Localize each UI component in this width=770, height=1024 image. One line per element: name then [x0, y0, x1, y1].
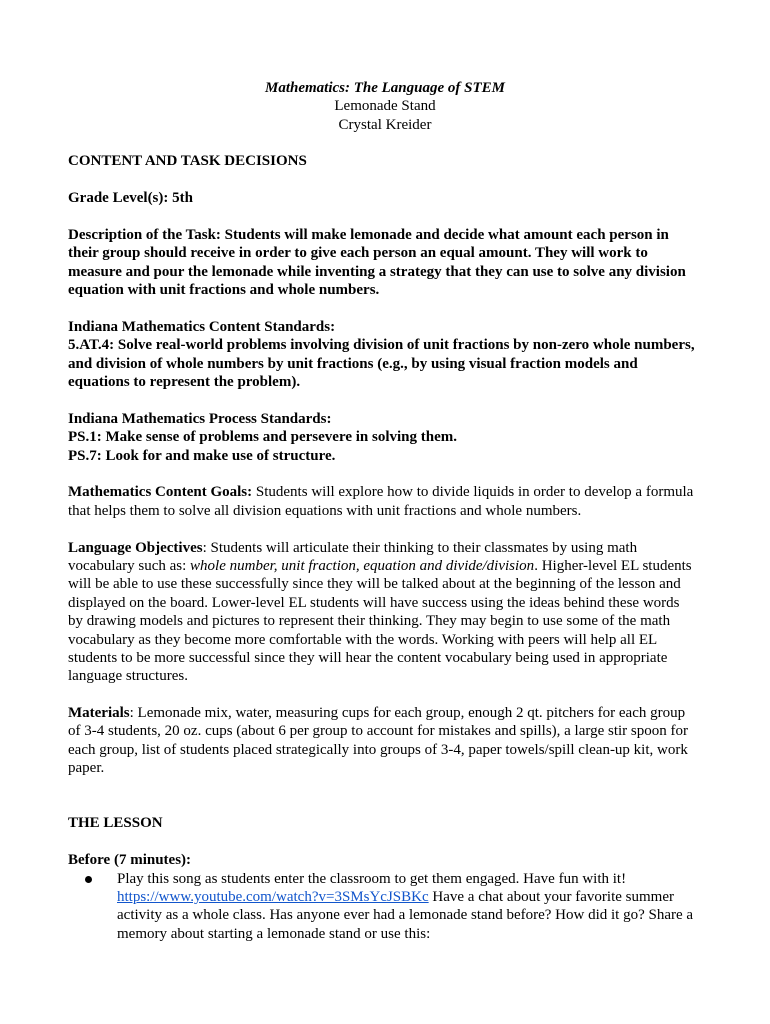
- task-description-line: equation with unit fractions and whole numbers.: [68, 282, 380, 299]
- language-objectives-line: will be able to use these successfully since they will be talked about at the beginning of the lesson and: [68, 576, 681, 593]
- materials-line: [68, 704, 702, 722]
- document-title: Mathematics: The Language of STEM: [264, 79, 505, 96]
- task-description: [68, 226, 702, 300]
- materials-label: Materials: [68, 705, 130, 722]
- process-standard-item: PS.7: Look for and make use of structure.: [68, 447, 336, 464]
- language-objectives-line: by drawing models and pictures to represent their thinking. They may begin to use some of the math: [68, 613, 671, 630]
- content-goals-line: that helps them to solve all division equations with unit fractions and whole numbers.: [68, 502, 582, 519]
- bullet-text: Have a chat about your favorite summer: [428, 889, 674, 905]
- vocabulary-terms: whole number, unit fraction, equation and divide/division: [190, 557, 535, 574]
- grade-level: [68, 189, 702, 207]
- bullet-icon: [85, 876, 92, 883]
- process-standard-item: PS.1: Make sense of problems and persevere in solving them.: [68, 429, 458, 446]
- materials-line: of 3-4 students, 20 oz. cups (about 6 per group to account for mistakes and spills), a large stir spoon for: [68, 723, 689, 740]
- section-heading-the-lesson: THE LESSON: [68, 815, 163, 832]
- before-heading: Before (7 minutes):: [68, 852, 192, 869]
- section-heading-content-and-task-decisions: CONTENT AND TASK DECISIONS: [68, 153, 307, 170]
- task-description-line: measure and pour the lemonade while inventing a strategy that they can use to solve any division: [68, 263, 686, 280]
- language-objectives-line: students to be more successful since they will hear the content vocabulary being used in appropriate: [68, 649, 668, 666]
- language-objectives-label: Language Objectives: [68, 539, 203, 556]
- bullet-line: memory about starting a lemonade stand or use this:: [117, 925, 431, 942]
- grade-level-label: Grade Level(s):: [68, 190, 169, 207]
- youtube-link[interactable]: https://www.youtube.com/watch?v=3SMsYcJSBKc: [117, 889, 429, 905]
- bullet-line: [117, 888, 702, 906]
- process-standards: [68, 410, 702, 465]
- bullet-line: activity as a whole class. Has anyone ever had a lemonade stand before? How did it go? Share a: [117, 907, 694, 924]
- task-description-line: their group should receive in order to give each person an equal amount. They will work to: [68, 245, 648, 262]
- content-standards-heading: Indiana Mathematics Content Standards:: [68, 318, 336, 335]
- bullet-line: Play this song as students enter the classroom to get them engaged. Have fun with it!: [117, 870, 627, 887]
- bullet-list-item: [68, 870, 702, 944]
- language-objectives: [68, 539, 702, 686]
- materials: [68, 704, 702, 778]
- language-objectives-text: . Higher-level EL students: [534, 557, 692, 574]
- materials-text: : Lemonade mix, water, measuring cups for each group, enough 2 qt. pitchers for each group: [129, 705, 686, 722]
- document-subtitle: Lemonade Stand: [334, 98, 436, 115]
- language-objectives-text: : Students will articulate their thinking to their classmates by using math: [202, 539, 638, 556]
- process-standards-heading: Indiana Mathematics Process Standards:: [68, 410, 332, 427]
- language-objectives-line: displayed on the board. Lower-level EL students will have success using the ideas behind these words: [68, 594, 680, 611]
- materials-line: each group, list of students placed strategically into groups of 3-4, paper towels/spill clean-up kit, work: [68, 741, 688, 758]
- content-goals-text: Students will explore how to divide liquids in order to develop a formula: [252, 484, 694, 501]
- task-description-line: Description of the Task: Students will make lemonade and decide what amount each person in: [68, 226, 669, 243]
- language-objectives-text: vocabulary such as:: [68, 557, 191, 574]
- language-objectives-line: vocabulary as they become more comfortable with the words. Working with peers will help all EL: [68, 631, 658, 648]
- content-standards: [68, 318, 702, 392]
- language-objectives-line: language structures.: [68, 668, 188, 685]
- content-goals-line: [68, 483, 702, 501]
- materials-line: paper.: [68, 760, 105, 777]
- language-objectives-line: [68, 539, 702, 557]
- content-standard-line: equations to represent the problem).: [68, 374, 301, 391]
- language-objectives-line: [68, 557, 702, 575]
- document-author: Crystal Kreider: [338, 116, 432, 133]
- content-standard-line: and division of whole numbers by unit fractions (e.g., by using visual fraction models and: [68, 355, 638, 372]
- content-goals: [68, 483, 702, 520]
- content-goals-label: Mathematics Content Goals:: [68, 484, 253, 501]
- content-standard-line: 5.AT.4: Solve real-world problems involving division of unit fractions by non-zero whole numbers,: [68, 337, 695, 354]
- grade-level-value: 5th: [172, 190, 193, 207]
